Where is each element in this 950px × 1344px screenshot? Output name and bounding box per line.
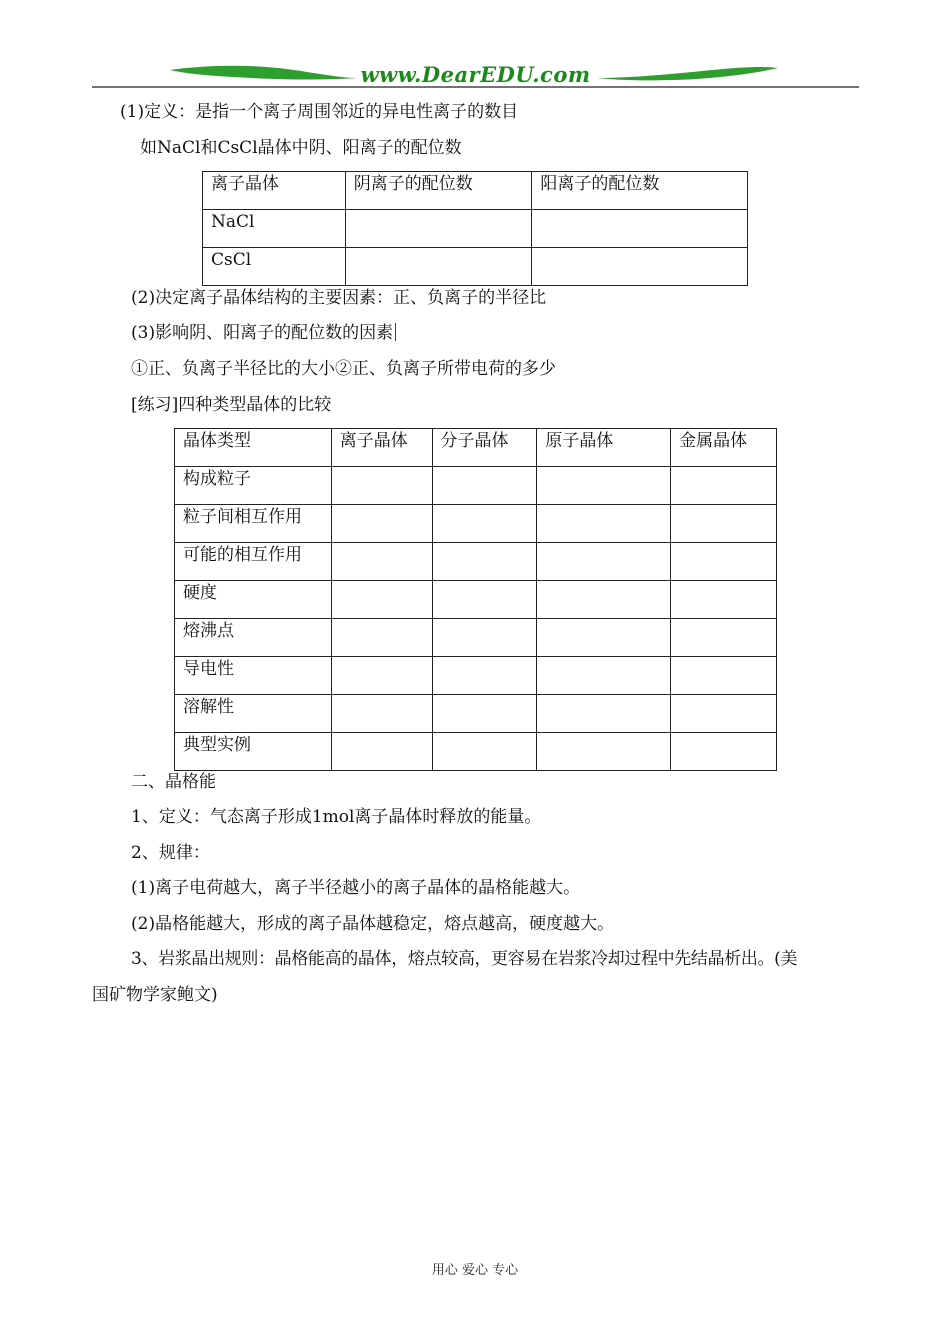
table-cell bbox=[671, 581, 777, 619]
table-cell bbox=[537, 657, 671, 695]
table-cell bbox=[537, 733, 671, 771]
table-row-label: 构成粒子 bbox=[175, 467, 332, 505]
table-row bbox=[203, 210, 748, 248]
lattice-rule-2-text: (2)晶格能越大，形成的离子晶体越稳定，熔点越高，硬度越大。 bbox=[131, 914, 615, 934]
table-cell bbox=[432, 505, 537, 543]
table-row bbox=[175, 467, 777, 505]
table-cell bbox=[331, 505, 432, 543]
practice-title: [练习]四种类型晶体的比较 bbox=[131, 395, 332, 415]
site-brand-text: www.DearEDU.com bbox=[360, 62, 591, 87]
table-cell bbox=[532, 248, 748, 286]
table-cell bbox=[331, 619, 432, 657]
influence-items-text: ①正、负离子半径比的大小②正、负离子所带电荷的多少 bbox=[131, 359, 556, 379]
table-cell bbox=[331, 467, 432, 505]
table-header-cell: 分子晶体 bbox=[432, 429, 537, 467]
table-cell bbox=[331, 695, 432, 733]
influence-title bbox=[131, 321, 396, 345]
table-cell bbox=[432, 695, 537, 733]
text-cursor bbox=[395, 323, 396, 341]
table-row-label: NaCl bbox=[203, 210, 346, 248]
table-cell bbox=[331, 581, 432, 619]
table-row-label: 熔沸点 bbox=[175, 619, 332, 657]
table-cell bbox=[331, 657, 432, 695]
table-header-cell: 原子晶体 bbox=[537, 429, 671, 467]
table-header-cell: 金属晶体 bbox=[671, 429, 777, 467]
structure-factor-text: (2)决定离子晶体结构的主要因素：正、负离子的半径比 bbox=[131, 288, 547, 308]
magma-rule-text-continued: 国矿物学家鲍文) bbox=[92, 985, 218, 1005]
table-cell bbox=[432, 543, 537, 581]
table-row-label: 硬度 bbox=[175, 581, 332, 619]
table-header-cell: 离子晶体 bbox=[331, 429, 432, 467]
table-cell bbox=[537, 581, 671, 619]
table-row-label: 典型实例 bbox=[175, 733, 332, 771]
table-row-label: 导电性 bbox=[175, 657, 332, 695]
table-cell bbox=[537, 619, 671, 657]
table-row-label: 粒子间相互作用 bbox=[175, 505, 332, 543]
table-cell bbox=[432, 657, 537, 695]
lattice-energy-heading: 二、晶格能 bbox=[131, 772, 216, 792]
crystal-comparison-table bbox=[174, 428, 777, 771]
table-cell bbox=[537, 695, 671, 733]
table-cell bbox=[331, 733, 432, 771]
table-row bbox=[203, 248, 748, 286]
table-cell bbox=[432, 467, 537, 505]
table-row bbox=[175, 505, 777, 543]
table-cell bbox=[532, 210, 748, 248]
table-header-cell: 晶体类型 bbox=[175, 429, 332, 467]
table-cell bbox=[671, 467, 777, 505]
page-footer-slogan: 用心 爱心 专心 bbox=[431, 1263, 519, 1278]
table-cell bbox=[671, 657, 777, 695]
table-row bbox=[175, 695, 777, 733]
table-header-cell: 离子晶体 bbox=[203, 172, 346, 210]
table-row bbox=[175, 619, 777, 657]
site-header-banner bbox=[92, 58, 859, 92]
table-cell bbox=[671, 543, 777, 581]
table-row bbox=[175, 581, 777, 619]
table-cell bbox=[345, 210, 532, 248]
table-cell bbox=[331, 543, 432, 581]
table-cell bbox=[432, 733, 537, 771]
table-row bbox=[175, 657, 777, 695]
table-header-row bbox=[203, 172, 748, 210]
lattice-rule-title: 2、规律： bbox=[131, 843, 210, 863]
table-cell bbox=[671, 619, 777, 657]
table-row-label: 可能的相互作用 bbox=[175, 543, 332, 581]
table-row-label: 溶解性 bbox=[175, 695, 332, 733]
table-cell bbox=[345, 248, 532, 286]
table-header-cell: 阴离子的配位数 bbox=[345, 172, 532, 210]
table-header-row bbox=[175, 429, 777, 467]
influence-title-text: (3)影响阴、阳离子的配位数的因素 bbox=[131, 323, 394, 343]
table-cell bbox=[537, 505, 671, 543]
table-header-cell: 阳离子的配位数 bbox=[532, 172, 748, 210]
magma-rule-text: 3、岩浆晶出规则：晶格能高的晶体，熔点较高，更容易在岩浆冷却过程中先结晶析出。(美 bbox=[131, 949, 798, 969]
table-cell bbox=[432, 581, 537, 619]
lattice-definition-text: 1、定义：气态离子形成1mol离子晶体时释放的能量。 bbox=[131, 807, 542, 827]
lattice-rule-1-text: (1)离子电荷越大，离子半径越小的离子晶体的晶格能越大。 bbox=[131, 878, 581, 898]
table-cell bbox=[671, 505, 777, 543]
definition-text: (1)定义：是指一个离子周围邻近的异电性离子的数目 bbox=[120, 102, 519, 122]
table-row-label: CsCl bbox=[203, 248, 346, 286]
table-row bbox=[175, 733, 777, 771]
table-cell bbox=[537, 467, 671, 505]
table-cell bbox=[671, 733, 777, 771]
table-cell bbox=[432, 619, 537, 657]
example-intro-text: 如NaCl和CsCl晶体中阴、阳离子的配位数 bbox=[140, 138, 462, 158]
coordination-number-table bbox=[202, 171, 748, 286]
table-cell bbox=[537, 543, 671, 581]
table-row bbox=[175, 543, 777, 581]
table-cell bbox=[671, 695, 777, 733]
